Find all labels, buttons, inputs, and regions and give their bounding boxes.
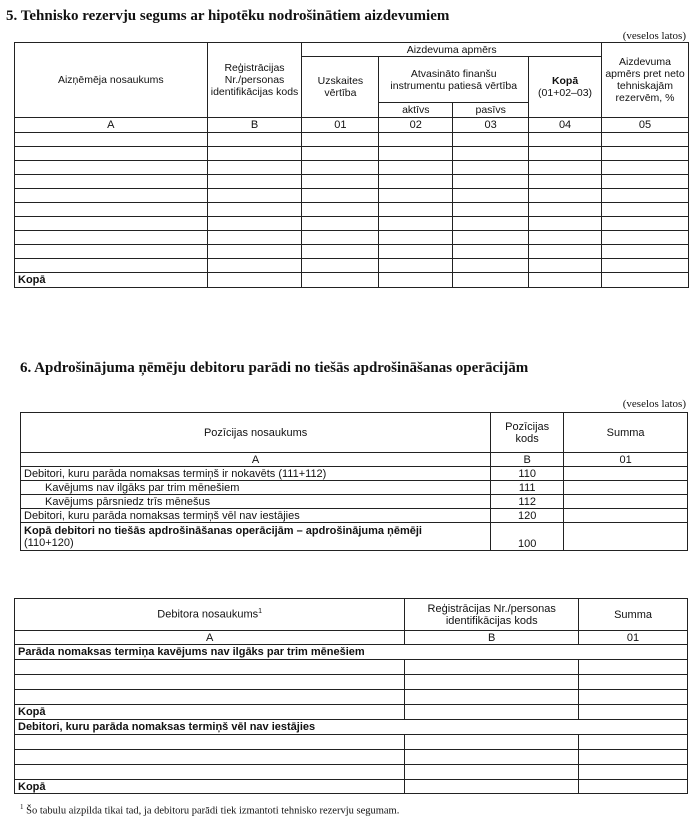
header-position-name: Pozīcijas nosaukums (21, 413, 491, 453)
table-cell[interactable] (207, 273, 302, 288)
row-label (21, 523, 491, 551)
table-cell[interactable] (453, 189, 529, 203)
table-cell[interactable] (602, 133, 689, 147)
table-cell[interactable] (15, 660, 405, 675)
code-04: 04 (529, 118, 602, 133)
table-cell[interactable] (15, 750, 405, 765)
row-code: 120 (491, 509, 564, 523)
code-01: 01 (564, 453, 688, 467)
table-cell[interactable] (302, 133, 379, 147)
table-cell[interactable] (302, 273, 379, 288)
table-row (15, 133, 689, 147)
section5-table (14, 42, 689, 288)
table-cell[interactable] (379, 175, 453, 189)
table-cell[interactable] (405, 690, 579, 705)
table-cell[interactable] (579, 735, 688, 750)
header-assets: aktīvs (379, 103, 453, 118)
footnote-text: Šo tabulu aizpilda tikai tad, ja debitoru parādi tiek izmantoti tehnisko rezervju segumam. (26, 805, 400, 817)
table-cell[interactable] (15, 203, 208, 217)
table-cell[interactable] (579, 750, 688, 765)
code-a: A (15, 118, 208, 133)
table-cell[interactable] (379, 245, 453, 259)
table-cell[interactable] (453, 273, 529, 288)
row-sum-cell[interactable] (564, 523, 688, 551)
table-row (15, 245, 689, 259)
table-cell[interactable] (379, 161, 453, 175)
table-cell[interactable] (379, 259, 453, 273)
code-b: B (491, 453, 564, 467)
table-cell[interactable] (529, 161, 602, 175)
table-cell[interactable] (379, 203, 453, 217)
table-cell[interactable] (405, 765, 579, 780)
header-debtor-name (15, 599, 405, 631)
table-cell[interactable] (529, 259, 602, 273)
row-label: Debitori, kuru parāda nomaksas termiņš vēl nav iestājies (21, 509, 491, 523)
table-cell[interactable] (15, 175, 208, 189)
table-cell[interactable] (207, 161, 302, 175)
table-cell[interactable] (207, 175, 302, 189)
table-cell[interactable] (302, 203, 379, 217)
table-cell[interactable] (207, 147, 302, 161)
table-cell[interactable] (579, 690, 688, 705)
table-cell[interactable] (15, 161, 208, 175)
code-05: 05 (602, 118, 689, 133)
table-cell[interactable] (379, 189, 453, 203)
table-cell[interactable] (379, 217, 453, 231)
header-total-formula: (01+02–03) (538, 87, 593, 99)
table-cell[interactable] (15, 147, 208, 161)
table-row (15, 217, 689, 231)
table-row (15, 690, 688, 705)
header-loan-amount: Aizdevuma apmērs (302, 43, 602, 57)
table-cell[interactable] (579, 660, 688, 675)
table-cell[interactable] (529, 217, 602, 231)
table-cell[interactable] (15, 675, 405, 690)
table-cell[interactable] (15, 259, 208, 273)
table-cell[interactable] (579, 780, 688, 794)
code-03: 03 (453, 118, 529, 133)
code-02: 02 (379, 118, 453, 133)
table-cell[interactable] (453, 231, 529, 245)
table-cell[interactable] (207, 203, 302, 217)
table-cell[interactable] (453, 203, 529, 217)
table-cell[interactable] (207, 189, 302, 203)
table-row (15, 675, 688, 690)
table-cell[interactable] (207, 259, 302, 273)
table-cell[interactable] (579, 675, 688, 690)
table-cell[interactable] (453, 147, 529, 161)
table-cell[interactable] (602, 273, 689, 288)
code-a: A (21, 453, 491, 467)
table-cell[interactable] (602, 259, 689, 273)
header-debtor-name-label: Debitora nosaukums (157, 608, 259, 621)
header-total (529, 57, 602, 118)
row-label: Kavējums pārsniedz trīs mēnešus (21, 495, 491, 509)
footnote (20, 803, 399, 817)
table-cell[interactable] (15, 735, 405, 750)
code-b: B (405, 631, 579, 645)
table-row (15, 735, 688, 750)
row-sum-cell[interactable] (564, 467, 688, 481)
table-cell[interactable] (207, 217, 302, 231)
row-code: 111 (491, 481, 564, 495)
table-cell[interactable] (579, 705, 688, 720)
table-cell[interactable] (453, 245, 529, 259)
table-cell[interactable] (15, 231, 208, 245)
table-cell[interactable] (207, 231, 302, 245)
table-cell[interactable] (405, 735, 579, 750)
header-sum: Summa (579, 599, 688, 631)
row-code: 110 (491, 467, 564, 481)
table-cell[interactable] (602, 203, 689, 217)
footnote-ref: 1 (258, 608, 263, 616)
header-derivatives: Atvasināto finanšu instrumentu patiesā vērtība (379, 57, 529, 103)
table-cell[interactable] (405, 660, 579, 675)
table-cell[interactable] (15, 245, 208, 259)
table-cell[interactable] (405, 675, 579, 690)
table-cell[interactable] (453, 217, 529, 231)
table-cell[interactable] (602, 217, 689, 231)
table-cell[interactable] (302, 161, 379, 175)
table-row (15, 231, 689, 245)
header-borrower-name: Aizņēmēja nosaukums (15, 43, 208, 118)
code-b: B (207, 118, 302, 133)
row-code: 100 (491, 523, 564, 551)
table-cell[interactable] (207, 245, 302, 259)
row-label-formula: (110+120) (24, 536, 74, 549)
row-code: 112 (491, 495, 564, 509)
group-heading-overdue: Parāda nomaksas termiņa kavējums nav ilgāks par trim mēnešiem (15, 645, 688, 660)
section5-title: 5. Tehnisko rezervju segums ar hipotēku nodrošinātiem aizdevumiem (6, 8, 450, 24)
table-cell[interactable] (379, 231, 453, 245)
table-cell[interactable] (302, 147, 379, 161)
debtors-total1-label: Kopā (15, 705, 405, 720)
section5-unit: (veselos latos) (622, 30, 686, 42)
table-row (15, 660, 688, 675)
table-cell[interactable] (579, 765, 688, 780)
table-row (15, 161, 689, 175)
table-cell[interactable] (15, 189, 208, 203)
header-sum: Summa (564, 413, 688, 453)
debtors-table (14, 598, 688, 794)
table-cell[interactable] (529, 147, 602, 161)
table-cell[interactable] (379, 273, 453, 288)
table-row (15, 189, 689, 203)
header-ratio: Aizdevuma apmērs pret neto tehniskajām rezervēm, % (602, 43, 689, 118)
code-01: 01 (302, 118, 379, 133)
table-cell[interactable] (602, 175, 689, 189)
table-cell[interactable] (302, 231, 379, 245)
table-cell[interactable] (602, 161, 689, 175)
table-cell[interactable] (302, 175, 379, 189)
header-book-value: Uzskaites vērtība (302, 57, 379, 118)
table-row (15, 147, 689, 161)
table-cell[interactable] (602, 147, 689, 161)
section6-title: 6. Apdrošinājuma ņēmēju debitoru parādi no tiešās apdrošināšanas operācijām (20, 360, 529, 376)
debtors-total2-label: Kopā (15, 780, 405, 794)
row-sum-cell[interactable] (564, 509, 688, 523)
header-total-label: Kopā (551, 75, 579, 87)
code-01: 01 (579, 631, 688, 645)
code-a: A (15, 631, 405, 645)
table-cell[interactable] (379, 133, 453, 147)
table-cell[interactable] (602, 245, 689, 259)
table-cell[interactable] (529, 245, 602, 259)
header-registration: Reģistrācijas Nr./personas identifikācijas kods (405, 599, 579, 631)
table-row (15, 175, 689, 189)
row-label: Kavējums nav ilgāks par trim mēnešiem (21, 481, 491, 495)
header-liabilities: pasīvs (453, 103, 529, 118)
table-cell[interactable] (453, 175, 529, 189)
header-registration: Reģistrācijas Nr./personas identifikācijas kods (207, 43, 302, 118)
table-cell[interactable] (602, 231, 689, 245)
header-position-code: Pozīcijas kods (491, 413, 564, 453)
table-cell[interactable] (15, 217, 208, 231)
row-label-bold: Kopā debitori no tiešās apdrošināšanas operācijām – apdrošinājuma ņēmēji (24, 524, 422, 537)
table-cell[interactable] (453, 133, 529, 147)
row-sum-cell[interactable] (564, 495, 688, 509)
table-cell[interactable] (405, 705, 579, 720)
group-heading-not-due: Debitori, kuru parāda nomaksas termiņš vēl nav iestājies (15, 720, 688, 735)
table-cell[interactable] (405, 750, 579, 765)
table-cell[interactable] (15, 690, 405, 705)
table-row (15, 765, 688, 780)
table-cell[interactable] (529, 203, 602, 217)
table-cell[interactable] (207, 133, 302, 147)
row-sum-cell[interactable] (564, 481, 688, 495)
table-cell[interactable] (529, 175, 602, 189)
table-cell[interactable] (302, 245, 379, 259)
row-label: Debitori, kuru parāda nomaksas termiņš ir nokavēts (111+112) (21, 467, 491, 481)
table-cell[interactable] (529, 273, 602, 288)
table-cell[interactable] (529, 189, 602, 203)
table-row (15, 750, 688, 765)
table-cell[interactable] (302, 217, 379, 231)
table-row (15, 203, 689, 217)
section6-unit: (veselos latos) (622, 398, 686, 410)
table-row (15, 259, 689, 273)
section5-total-label: Kopā (15, 273, 208, 288)
table-cell[interactable] (302, 259, 379, 273)
table-cell[interactable] (379, 147, 453, 161)
table-cell[interactable] (529, 231, 602, 245)
table-cell[interactable] (405, 780, 579, 794)
table-cell[interactable] (453, 259, 529, 273)
table-cell[interactable] (15, 765, 405, 780)
table-cell[interactable] (453, 161, 529, 175)
table-cell[interactable] (15, 133, 208, 147)
footnote-mark: 1 (20, 803, 24, 811)
table-cell[interactable] (529, 133, 602, 147)
table-cell[interactable] (302, 189, 379, 203)
table-cell[interactable] (602, 189, 689, 203)
section6-table (20, 412, 688, 551)
